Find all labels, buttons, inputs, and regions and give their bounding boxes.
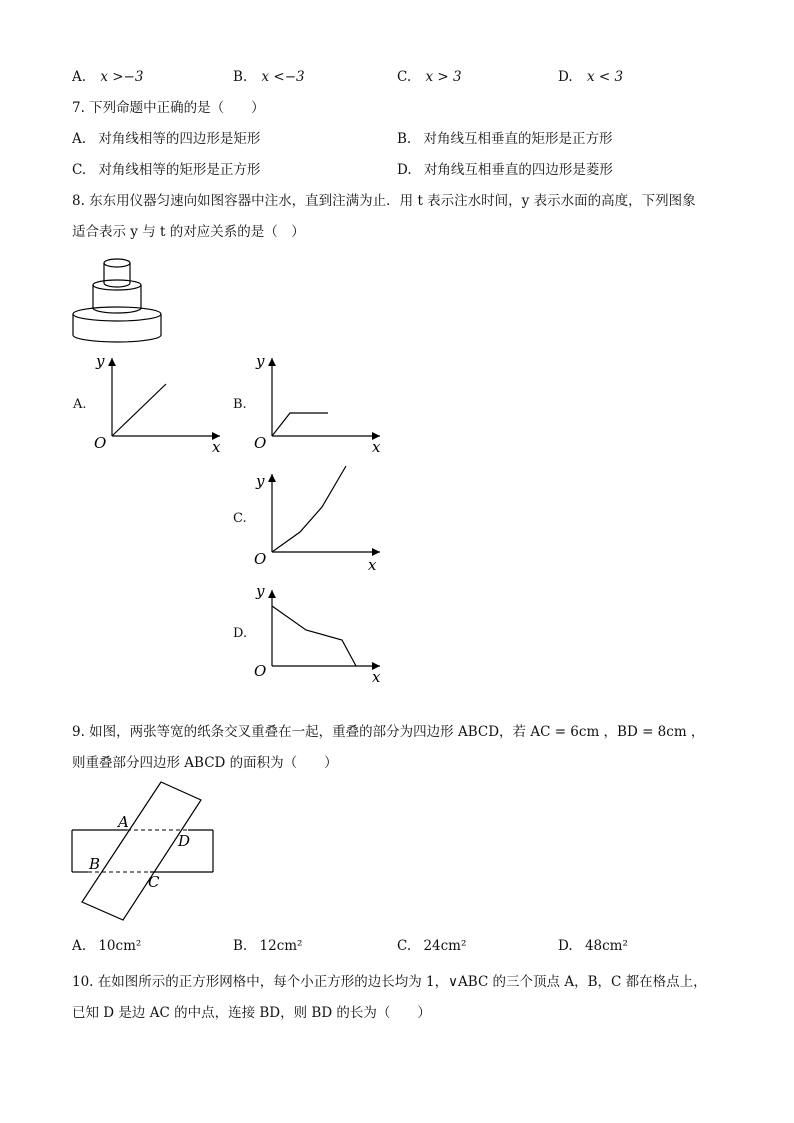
graph-a[interactable] bbox=[90, 350, 230, 456]
q6-option-c[interactable] bbox=[397, 68, 462, 86]
option-label: B. bbox=[397, 131, 412, 147]
option-text: x <−3 bbox=[261, 69, 305, 85]
option-label: C. bbox=[397, 69, 412, 85]
q8-option-b-label[interactable]: B. bbox=[233, 397, 247, 412]
y-axis-label: y bbox=[256, 582, 265, 600]
option-text: 48cm² bbox=[584, 938, 628, 954]
x-axis-label: x bbox=[368, 556, 377, 574]
container-figure bbox=[70, 255, 170, 345]
q8-stem-line1: 8. 东东用仪器匀速向如图容器中注水，直到注满为止．用 t 表示注水时间，y 表示水面的高度，下列图象 bbox=[72, 193, 696, 209]
option-text: 24cm² bbox=[423, 938, 467, 954]
option-label: C. bbox=[397, 938, 412, 954]
graph-a-curve bbox=[112, 384, 166, 436]
point-d-label: D bbox=[178, 832, 191, 850]
q7-option-c[interactable] bbox=[72, 161, 260, 179]
option-label: B. bbox=[233, 69, 248, 85]
q9-stem-line2: 则重叠部分四边形 ABCD 的面积为（ ） bbox=[72, 755, 338, 771]
q7-stem: 7. 下列命题中正确的是（ ） bbox=[72, 100, 265, 116]
origin-label: O bbox=[254, 550, 267, 568]
y-axis-label: y bbox=[96, 352, 105, 370]
option-text: 对角线互相垂直的四边形是菱形 bbox=[423, 162, 613, 178]
x-axis-label: x bbox=[372, 668, 381, 686]
option-text: 对角线相等的四边形是矩形 bbox=[98, 131, 261, 147]
graph-d-curve bbox=[272, 606, 356, 666]
option-text: 对角线互相垂直的矩形是正方形 bbox=[423, 131, 613, 147]
option-label: A. bbox=[72, 131, 87, 147]
point-a-label: A bbox=[118, 813, 129, 831]
point-c-label: C bbox=[148, 873, 160, 891]
y-axis-label: y bbox=[256, 472, 265, 490]
origin-label: O bbox=[254, 662, 267, 680]
q9-stem-line1: 9. 如图，两张等宽的纸条交叉重叠在一起，重叠的部分为四边形 ABCD，若 AC = 6cm ，BD = 8cm ， bbox=[72, 724, 705, 740]
q8-option-a-label[interactable]: A. bbox=[73, 397, 87, 412]
q6-option-a[interactable] bbox=[72, 68, 143, 86]
q9-option-c[interactable] bbox=[397, 937, 466, 955]
q8-option-d-label[interactable]: D. bbox=[233, 626, 248, 641]
option-label: D. bbox=[558, 69, 573, 85]
q9-option-b[interactable] bbox=[233, 937, 302, 955]
option-text: 10cm² bbox=[98, 938, 142, 954]
option-text: x > 3 bbox=[425, 69, 462, 85]
q6-option-d[interactable] bbox=[558, 68, 623, 86]
q7-option-a[interactable] bbox=[72, 130, 260, 148]
option-label: D. bbox=[558, 938, 573, 954]
q7-option-b[interactable] bbox=[397, 130, 613, 148]
option-label: C. bbox=[72, 162, 87, 178]
option-text: x >−3 bbox=[100, 69, 144, 85]
q9-option-a[interactable] bbox=[72, 937, 141, 955]
q6-option-b[interactable] bbox=[233, 68, 305, 86]
point-b-label: B bbox=[89, 855, 101, 873]
option-label: D. bbox=[397, 162, 412, 178]
q7-option-d[interactable] bbox=[397, 161, 613, 179]
strips-figure bbox=[68, 780, 228, 930]
option-label: B. bbox=[233, 938, 248, 954]
origin-label: O bbox=[254, 434, 267, 452]
option-text: 对角线相等的矩形是正方形 bbox=[98, 162, 261, 178]
graph-b-curve bbox=[272, 413, 328, 436]
q10-stem-line2: 已知 D 是边 AC 的中点，连接 BD，则 BD 的长为（ ） bbox=[72, 1005, 431, 1021]
option-label: A. bbox=[72, 69, 87, 85]
option-text: 12cm² bbox=[259, 938, 303, 954]
q9-option-d[interactable] bbox=[558, 937, 628, 955]
origin-label: O bbox=[94, 434, 107, 452]
option-text: x < 3 bbox=[586, 69, 624, 85]
option-label: A. bbox=[72, 938, 87, 954]
graph-b[interactable] bbox=[250, 350, 390, 456]
q8-option-c-label[interactable]: C. bbox=[233, 511, 247, 526]
x-axis-label: x bbox=[372, 438, 381, 456]
y-axis-label: y bbox=[256, 352, 265, 370]
graph-c[interactable] bbox=[250, 462, 390, 582]
q10-stem-line1: 10. 在如图所示的正方形网格中，每个小正方形的边长均为 1，∨ABC 的三个顶点 A，B，C 都在格点上， bbox=[72, 974, 707, 990]
graph-c-curve bbox=[272, 466, 346, 552]
x-axis-label: x bbox=[212, 438, 221, 456]
q8-stem-line2: 适合表示 y 与 t 的对应关系的是（ ） bbox=[72, 224, 305, 240]
graph-d[interactable] bbox=[250, 578, 390, 688]
